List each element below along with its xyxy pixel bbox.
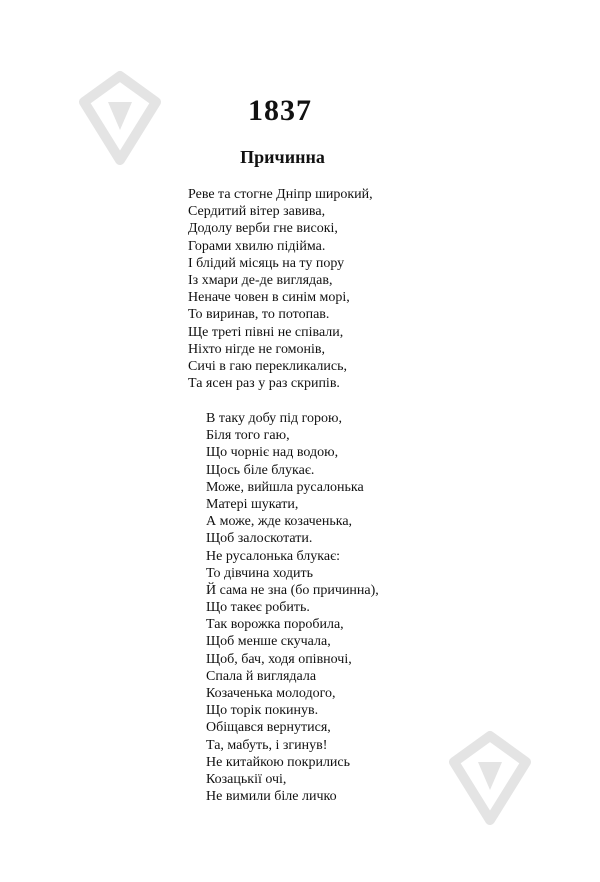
- poem-line: То виринав, то потопав.: [188, 307, 330, 323]
- poem-line: Що торік покинув.: [206, 703, 319, 719]
- poem-line: Горами хвилю підійма.: [188, 238, 326, 254]
- poem-line: Що чорніє над водою,: [206, 445, 339, 461]
- poem-line: Щоб залоскотати.: [206, 531, 313, 547]
- poem-line: Не русалонька блукає:: [206, 548, 340, 564]
- poem-line: Та ясен раз у раз скрипів.: [188, 376, 340, 392]
- poem-title: Причинна: [240, 147, 325, 167]
- poem-line: А може, жде козаченька,: [206, 514, 353, 530]
- poem-line: Не вимили біле личко: [206, 789, 337, 805]
- watermark-icon: [446, 728, 534, 828]
- poem-line: Біля того гаю,: [206, 428, 290, 444]
- poem-line: Неначе човен в синім морі,: [188, 290, 350, 306]
- poem-line: Може, вийшла русалонька: [206, 479, 364, 495]
- poem-line: В таку добу під горою,: [206, 411, 343, 426]
- poem-line: Щоб, бач, ходя опівночі,: [206, 651, 352, 667]
- stanza-1: [188, 186, 373, 392]
- poem-line: Так ворожка поробила,: [206, 617, 344, 633]
- poem-line: Та, мабуть, і згинув!: [206, 737, 328, 753]
- stanza-2: [206, 410, 379, 805]
- poem-line: Обіщався вернутися,: [206, 720, 331, 736]
- poem-line: Спала й виглядала: [206, 668, 317, 684]
- poem-line: Ніхто нігде не гомонів,: [188, 341, 326, 357]
- poem-line: Сичі в гаю перекликались,: [188, 358, 347, 374]
- poem-line: То дівчина ходить: [206, 565, 314, 581]
- poem-line: І блідий місяць на ту пору: [188, 255, 345, 271]
- year-heading: 1837: [248, 94, 312, 127]
- poem-line: Ще треті півні не співали,: [188, 324, 344, 340]
- poem-line: Щось біле блукає.: [206, 462, 315, 478]
- poem-line: Сердитий вітер завива,: [188, 204, 326, 220]
- poem-line: Із хмари де-де виглядав,: [188, 272, 333, 288]
- poem-line: Що такеє робить.: [206, 600, 310, 616]
- poem-line: Не китайкою покрились: [206, 754, 351, 770]
- poem-line: Козаченька молодого,: [206, 686, 336, 701]
- poem-line: Щоб менше скучала,: [206, 634, 331, 650]
- poem-line: Козацькії очі,: [206, 771, 287, 787]
- poem-line: Й сама не зна (бо причинна),: [206, 582, 379, 598]
- poem-line: Додолу верби гне високі,: [188, 221, 338, 237]
- poem-line: Реве та стогне Дніпр широкий,: [188, 187, 373, 202]
- poem-line: Матері шукати,: [206, 496, 299, 512]
